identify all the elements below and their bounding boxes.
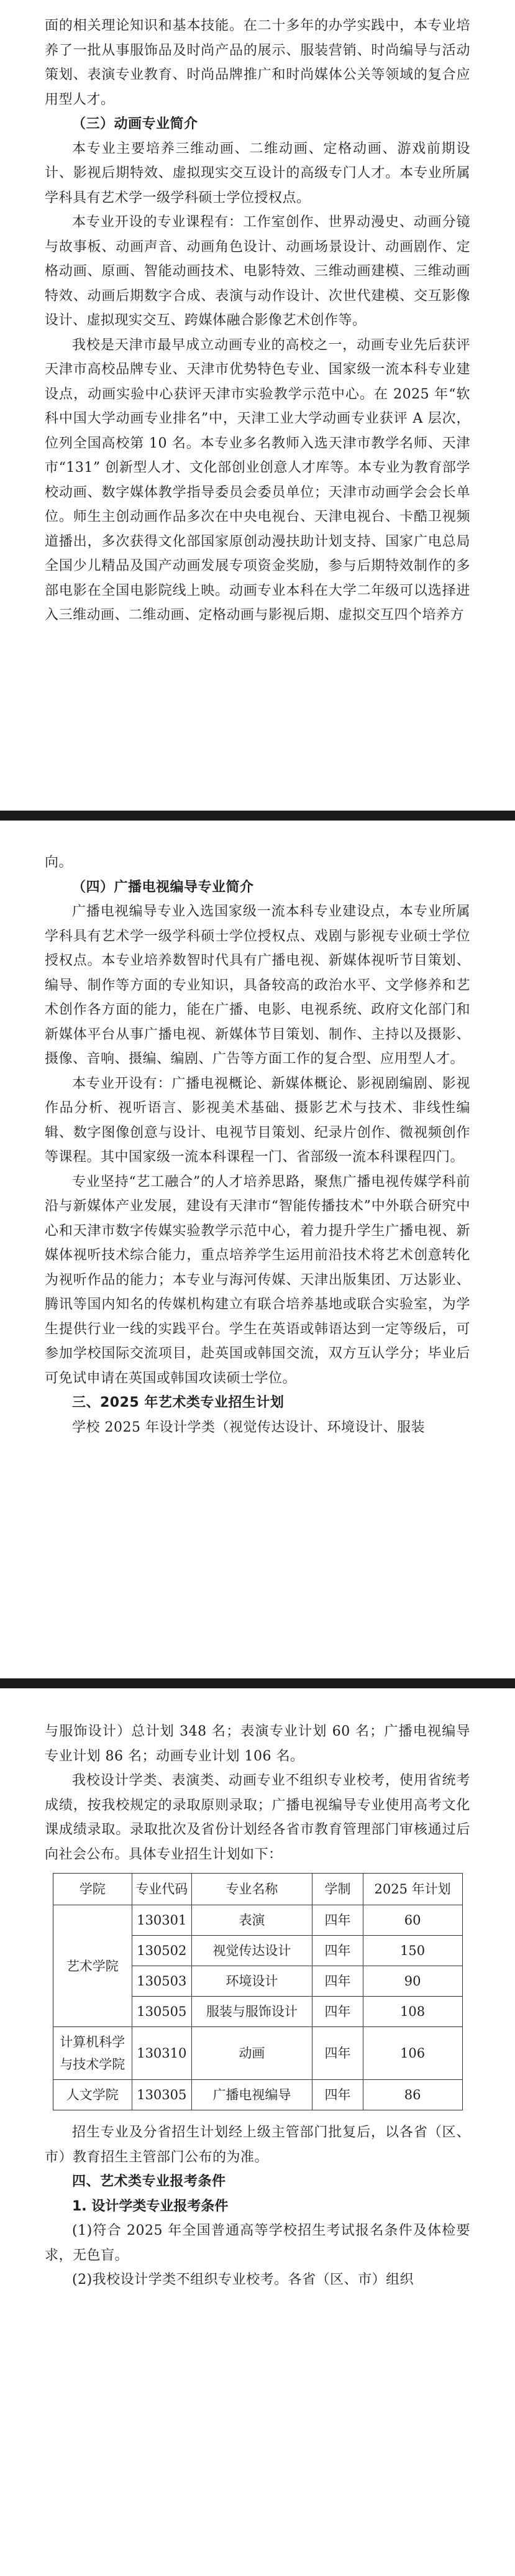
- plan-cell: 108: [363, 1997, 462, 2027]
- code-cell: 130503: [132, 1966, 191, 1997]
- paragraph-enrollment-plan-cont: 与服饰设计）总计划 348 名；表演专业计划 60 名；广播电视编导专业计划 86 名；动画专业计划 106 名。: [45, 1724, 470, 1764]
- paragraph-plan-note: 招生专业及分省招生计划经上级主管部门批复后，以各省（区、市）教育招生主管部门公布的为准。: [45, 2125, 470, 2165]
- plan-cell: 60: [363, 1905, 462, 1936]
- major-cell: 广播电视编导: [191, 2080, 312, 2110]
- major-cell: 服装与服饰设计: [191, 1997, 312, 2027]
- section-title-broadcast: （四）广播电视编导专业简介: [72, 878, 254, 895]
- requirement-item-1: (1)符合 2025 年全国普通高等学校招生考试报名条件及体检要求，无色盲。: [45, 2223, 470, 2263]
- paragraph-broadcast-courses: 本专业开设有：广播电视概论、新媒体概论、影视剧编剧、影视作品分析、视听语言、影视美术基础、摄影艺术与技术、非线性编辑、数字图像创意与设计、电视节目策划、纪录片创作、微视频创作等课程。其中国家级一流本科课程一门、省部级一流本科课程四门。: [45, 1075, 470, 1165]
- page-2: [0, 826, 515, 1673]
- years-cell: 四年: [312, 1905, 363, 1936]
- paragraph-animation-courses: 本专业开设的专业课程有：工作室创作、世界动漫史、动画分镜与故事板、动画声音、动画角色设计、动画场景设计、动画剧作、定格动画、原画、智能动画技术、电影特效、三维动画建模、三维动画特效、动画后期数字合成、表演与动作设计、次世代建模、交互影像设计、虚拟现实交互、跨媒体融合影像艺术创作等。: [45, 214, 470, 328]
- page-1: [0, 0, 515, 808]
- paragraph-animation-tail: 向。: [45, 855, 73, 870]
- header-major: 专业名称: [191, 1874, 312, 1905]
- paragraph-fashion-tail: 面的相关理论知识和基本技能。在二十多年的办学实践中，本专业培养了一批从事服饰品及时尚产品的展示、服装营销、时尚编导与活动策划、表演专业教育、时尚品牌推广和时尚媒体公关等领域的复合应用型人才。: [45, 18, 470, 108]
- page-divider: [0, 811, 515, 821]
- table-row: [53, 1905, 462, 1936]
- college-cell: 艺术学院: [53, 1905, 132, 2027]
- page-3: [0, 1695, 515, 2576]
- paragraph-admission-rules: 我校设计学类、表演类、动画专业不组织专业校考，使用省统考成绩，按我校规定的录取原则录取；广播电视编导专业使用高考文化课成绩录取。录取批次及省份计划经各省市教育管理部门审核通过后向社会公布。具体专业招生计划如下：: [45, 1773, 470, 1862]
- years-cell: 四年: [312, 1936, 363, 1966]
- part-title-enrollment-plan: 三、2025 年艺术类专业招生计划: [72, 1395, 285, 1410]
- plan-cell: 86: [363, 2080, 462, 2110]
- header-college: 学院: [53, 1874, 132, 1905]
- header-plan: 2025 年计划: [363, 1874, 462, 1905]
- page-divider: [0, 1678, 515, 1688]
- part-title-requirements: 四、艺术类专业报考条件: [72, 2174, 226, 2189]
- subtitle-design-requirements: 1. 设计学类专业报考条件: [72, 2198, 229, 2214]
- requirement-item-2: (2)我校设计学类不组织专业校考。各省（区、市）组织: [72, 2272, 414, 2288]
- major-cell: 表演: [191, 1905, 312, 1936]
- code-cell: 130301: [132, 1905, 191, 1936]
- plan-cell: 150: [363, 1936, 462, 1966]
- table-header-row: [53, 1874, 462, 1905]
- years-cell: 四年: [312, 2080, 363, 2110]
- header-code: 专业代码: [132, 1874, 191, 1905]
- header-years: 学制: [312, 1874, 363, 1905]
- paragraph-animation-intro: 本专业主要培养三维动画、二维动画、定格动画、游戏前期设计、影视后期特效、虚拟现实交互设计的高级专门人才。本专业所属学科具有艺术学一级学科硕士学位授权点。: [45, 140, 470, 206]
- plan-cell: 106: [363, 2027, 462, 2080]
- major-cell: 动画: [191, 2027, 312, 2080]
- years-cell: 四年: [312, 2027, 363, 2080]
- major-cell: 环境设计: [191, 1966, 312, 1997]
- paragraph-broadcast-features: 专业坚持“艺工融合”的人才培养思路，聚焦广播电视传媒学科前沿与新媒体产业发展，建设有天津市“智能传播技术”中外联合研究中心和天津市数字传媒实验教学示范中心，着力提升学生广播电视、新媒体视听技术综合能力，重点培养学生运用前沿技术将艺术创意转化为视听作品的能力；本专业与海河传媒、天津出版集团、万达影业、腾讯等国内知名的传媒机构建立有联合培养基地或联合实验室，为学生提供行业一线的实践平台。学生在英语或韩语达到一定等级后，可参加学校国际交流项目，赴英国或韩国交流，双方互认学分；毕业后可免试申请在英国或韩国攻读硕士学位。: [45, 1174, 470, 1386]
- enrollment-plan-table: [53, 1873, 463, 2110]
- college-cell: 计算机科学与技术学院: [53, 2027, 132, 2080]
- table-row: [53, 2080, 462, 2110]
- paragraph-enrollment-plan-start: 学校 2025 年设计学类（视觉传达设计、环境设计、服装: [72, 1419, 425, 1435]
- years-cell: 四年: [312, 1997, 363, 2027]
- code-cell: 130502: [132, 1936, 191, 1966]
- major-cell: 视觉传达设计: [191, 1936, 312, 1966]
- code-cell: 130505: [132, 1997, 191, 2027]
- code-cell: 130310: [132, 2027, 191, 2080]
- paragraph-animation-honors: 我校是天津市最早成立动画专业的高校之一，动画专业先后获评天津市高校品牌专业、天津市优势特色专业、国家级一流本科专业建设点，动画实验中心获评天津市实验教学示范中心。在 2025 年“软科中国大学动画专业排名”中，天津工业大学动画专业获评 A 层次，位列全国高校第 10 名。本专业多名教师入选天津市教学名师、天津市“131” 创新型人才、文化部创业创意人才库等。本专业为教育部学校动画、数字媒体教学指导委员会委员单位；天津市动画学会会长单位。师生主创动画作品多次在中央电视台、天津电视台、卡酷卫视频道播出，多次获得文化部国家原创动漫扶助计划支持、国家广电总局全国少儿精品及国产动画发展专项资金奖励，参与后期特效制作的多部电影在全国电影院线上映。动画专业本科在大学二年级可以选择进入三维动画、二维动画、定格动画与影视后期、虚拟交互四个培养方: [45, 337, 470, 623]
- paragraph-broadcast-intro: 广播电视编导专业入选国家级一流本科专业建设点，本专业所属学科具有艺术学一级学科硕士学位授权点、戏剧与影视专业硕士学位授权点。本专业培养数智时代具有广播电视、新媒体视听节目策划、编导、制作等方面的专业知识，具备较高的政治水平、文学修养和艺术创作各方面的能力，能在广播、电影、电视系统、政府文化部门和新媒体平台从事广播电视、新媒体节目策划、制作、主持以及摄影、摄像、音响、摄编、编剧、广告等方面工作的复合型、应用型人才。: [45, 904, 470, 1067]
- code-cell: 130305: [132, 2080, 191, 2110]
- table-row: [53, 2027, 462, 2080]
- college-cell: 人文学院: [53, 2080, 132, 2110]
- years-cell: 四年: [312, 1966, 363, 1997]
- section-title-animation: （三）动画专业简介: [72, 116, 198, 132]
- plan-cell: 90: [363, 1966, 462, 1997]
